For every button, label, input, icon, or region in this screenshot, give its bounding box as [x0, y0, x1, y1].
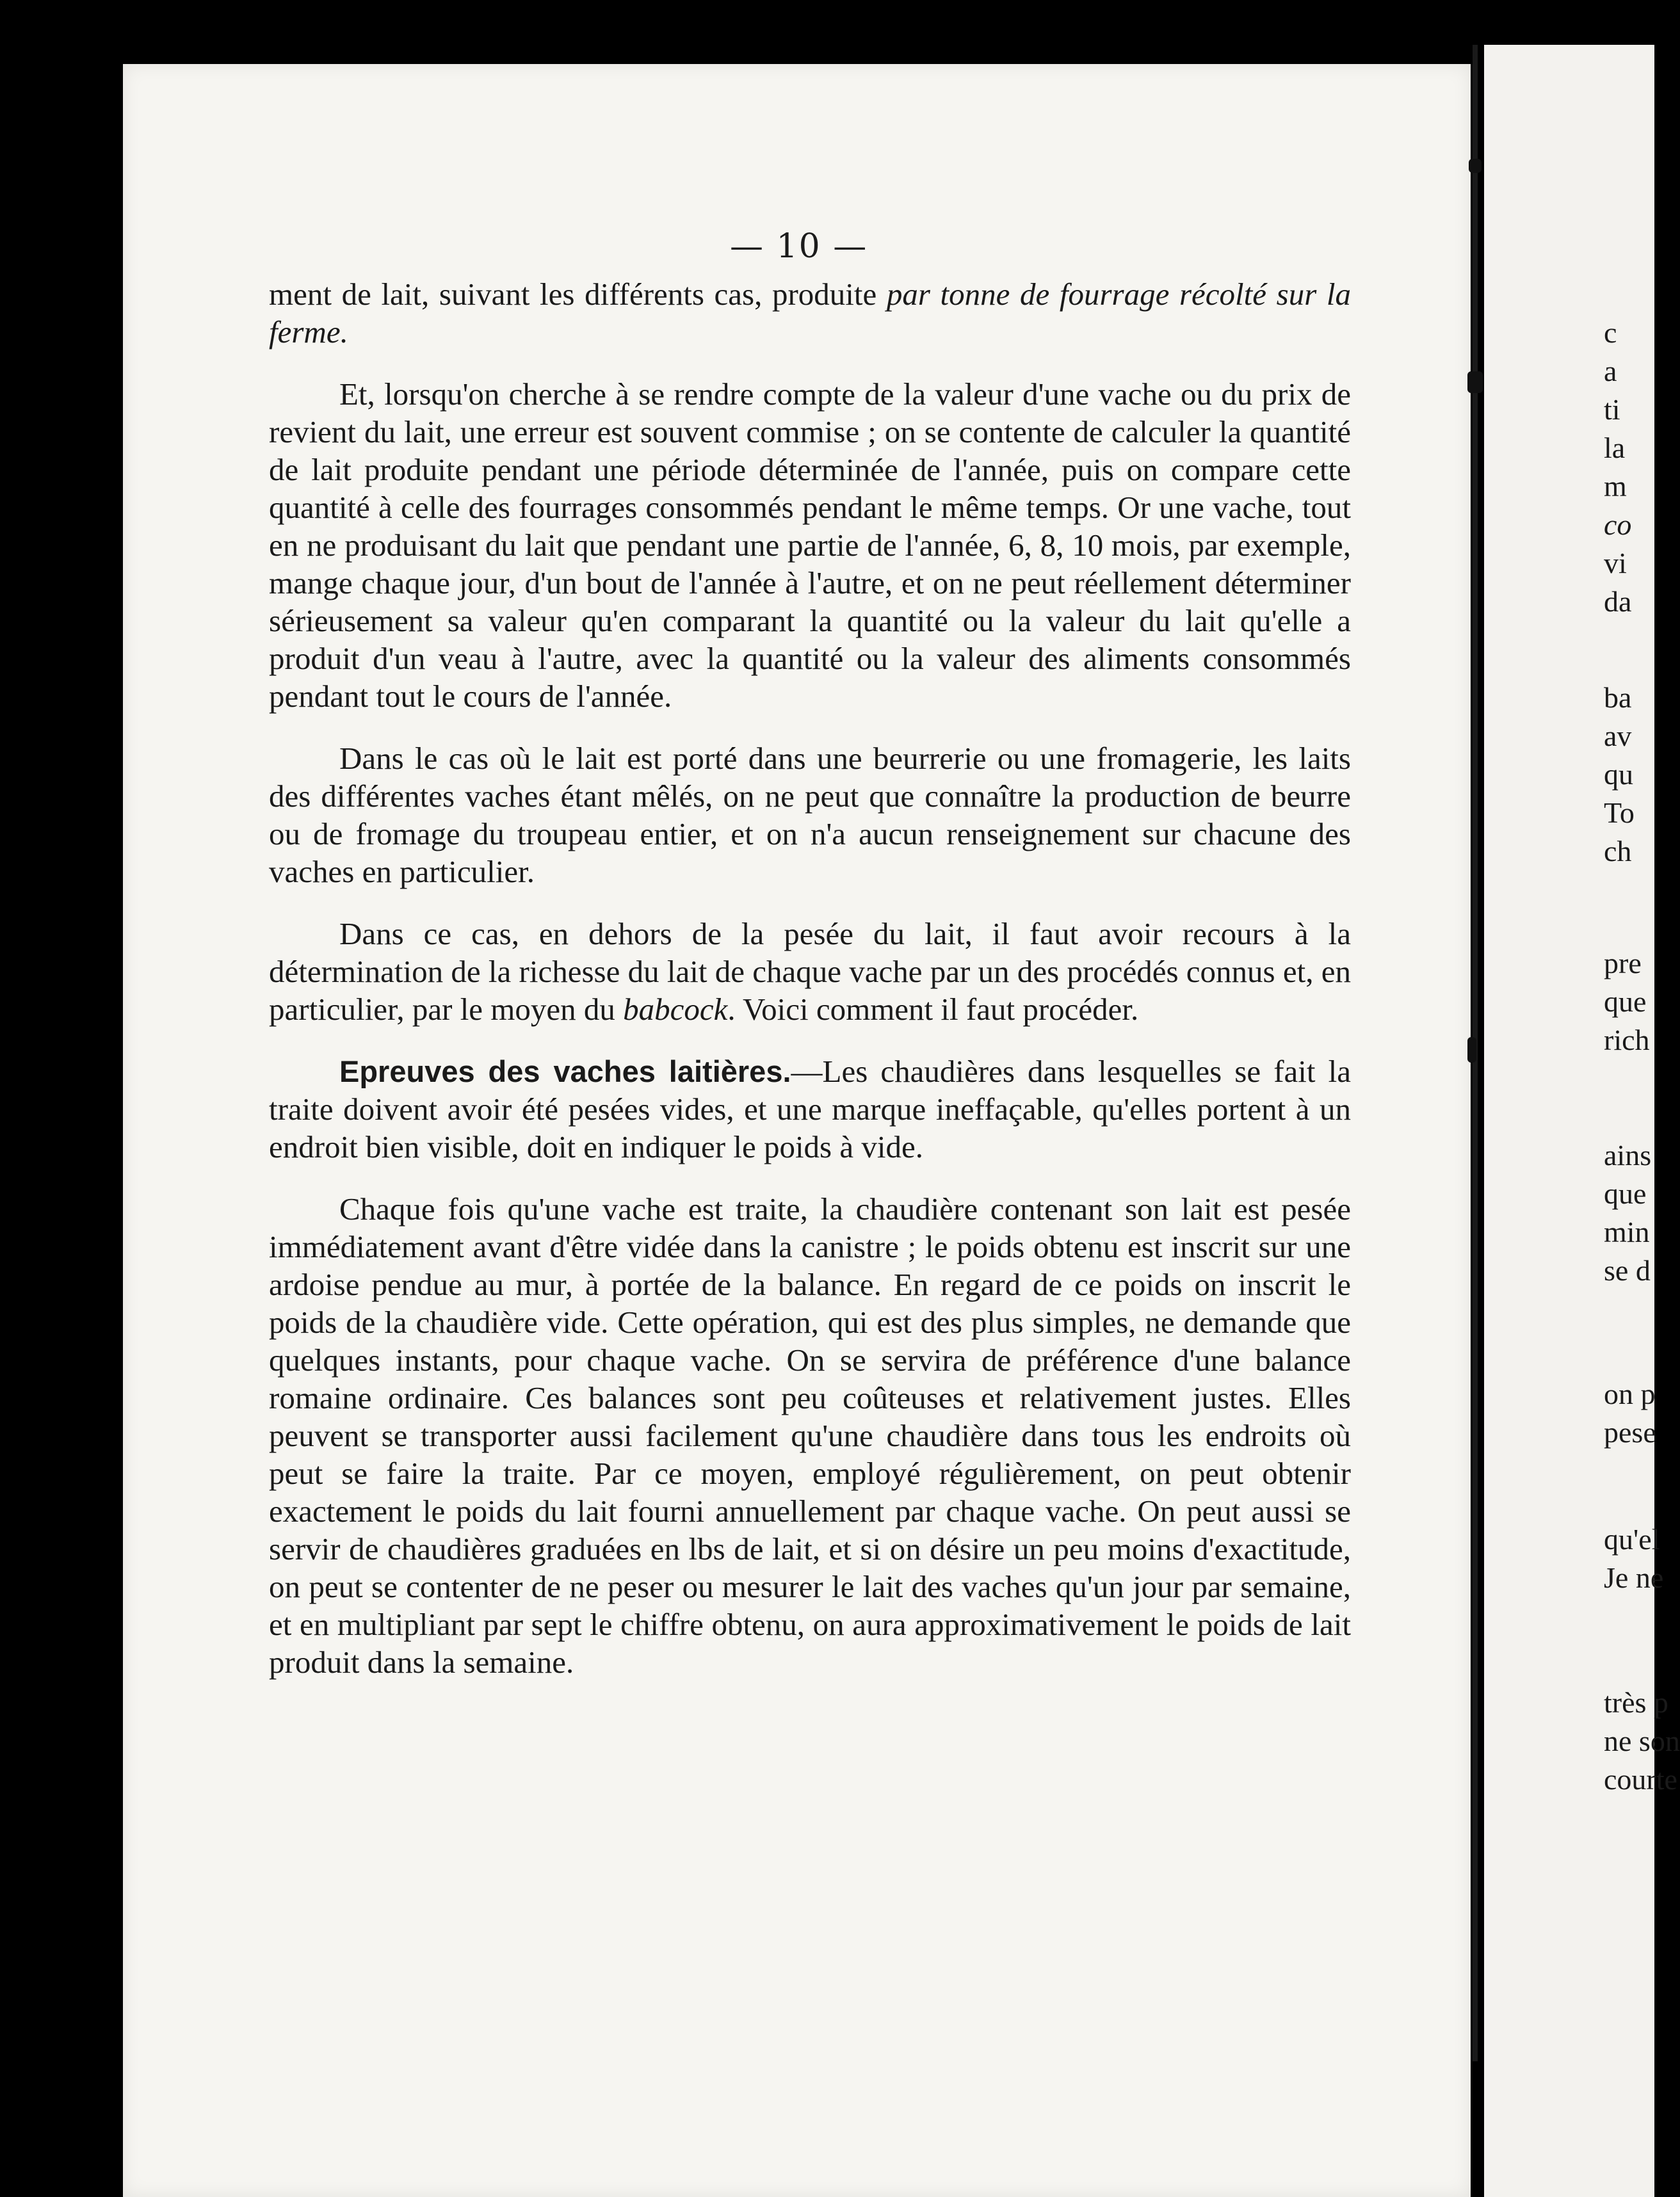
right-page-fragments-4 — [1604, 1136, 1654, 1290]
text-fragment: ch — [1604, 835, 1632, 867]
paragraph — [269, 375, 1351, 715]
binding-mark — [1467, 1037, 1476, 1063]
paragraph-text: ment de lait, suivant les différents cas, produite — [269, 277, 887, 312]
paragraph-text: Et, lorsqu'on cherche à se rendre compte de la valeur d'une vache ou du prix de revient du lait, une erreur est souvent commise ; on se contente de calculer la quantité de lait produite pendant une période déterminée de l'année, puis on compare cette quantité à celle des fourrages consommés pendant le même temps. Or une vache, tout en ne produisant du lait que pendant une partie de l'année, 6, 8, 10 mois, par exemple, mange chaque jour, d'un bout de l'année à l'autre, et on ne peut réellement déterminer sérieusement sa valeur qu'en comparant la quantité ou la valeur du lait qu'elle a produit d'un veau à l'autre, avec la quantité ou la valeur des aliments consommés pendant tout le cours de l'année. — [269, 376, 1351, 714]
text-fragment: pese — [1604, 1416, 1656, 1449]
text-fragment: très p — [1604, 1686, 1668, 1719]
text-fragment: ba — [1604, 681, 1632, 714]
body-text — [269, 275, 1351, 1681]
text-fragment: co — [1604, 508, 1632, 541]
paragraph-text: . Voici comment il faut procéder. — [727, 992, 1139, 1027]
text-fragment: ne son — [1604, 1725, 1680, 1757]
paragraph — [269, 739, 1351, 890]
right-page-fragments-6 — [1604, 1520, 1664, 1597]
text-fragment: courte — [1604, 1763, 1677, 1796]
page-number: — 10 — — [730, 227, 868, 266]
paragraph-text: —Les chaudières dans lesquelles se fait la traite doivent avoir été pesées vides, et une marque ineffaçable, qu'elles portent à un endroit bien visible, doit en indiquer le poids à vide. — [269, 1054, 1351, 1164]
paragraph — [269, 275, 1351, 351]
text-fragment: av — [1604, 720, 1632, 752]
binding-mark — [1467, 371, 1483, 393]
text-fragment: que — [1604, 1177, 1647, 1210]
text-fragment: vi — [1604, 547, 1627, 579]
text-fragment: la — [1604, 431, 1626, 464]
right-page-fragments-2 — [1604, 679, 1654, 871]
text-fragment: que — [1604, 985, 1647, 1018]
paragraph — [269, 1190, 1351, 1681]
text-fragment: min — [1604, 1216, 1650, 1248]
text-fragment: qu'el — [1604, 1523, 1660, 1556]
paragraph — [269, 1052, 1351, 1166]
text-fragment: ains — [1604, 1139, 1652, 1171]
right-page-fragments-7 — [1604, 1684, 1680, 1799]
right-page-fragments-5 — [1604, 1375, 1654, 1452]
italic-text: par tonne de fourrage récolté sur la ferme. — [269, 277, 1351, 350]
italic-text: babcock — [623, 992, 728, 1027]
text-fragment: Je ne — [1604, 1561, 1664, 1594]
text-fragment: To — [1604, 796, 1635, 829]
text-fragment: pre — [1604, 947, 1642, 979]
right-page-fragments-1 — [1604, 314, 1654, 621]
right-page-fragments-3 — [1604, 944, 1654, 1059]
text-fragment: m — [1604, 470, 1627, 503]
paragraph-text: Dans le cas où le lait est porté dans une beurrerie ou une fromagerie, les laits des différentes vaches étant mêlés, on ne peut que connaître la production de beurre ou de fromage du troupeau entier, et on n'a aucun renseignement sur chacune des vaches en particulier. — [269, 741, 1351, 889]
section-heading: Epreuves des vaches laitières. — [339, 1054, 791, 1088]
text-fragment: on p — [1604, 1378, 1656, 1410]
text-fragment: ti — [1604, 393, 1620, 426]
text-fragment: a — [1604, 355, 1617, 387]
paragraph-text: Dans ce cas, en dehors de la pesée du lait, il faut avoir recours à la détermination de la richesse du lait de chaque vache par un des procédés connus et, en particulier, par le moyen du — [269, 916, 1351, 1027]
text-fragment: c — [1604, 316, 1617, 349]
text-fragment: rich — [1604, 1024, 1650, 1056]
text-fragment: da — [1604, 585, 1632, 618]
paragraph-text: Chaque fois qu'une vache est traite, la chaudière contenant son lait est pesée immédiatement avant d'être vidée dans la canistre ; le poids obtenu est inscrit sur une ardoise pendue au mur, à portée de la balance. En regard de ce poids on inscrit le poids de la chaudière vide. Cette opération, qui est des plus simples, ne demande que quelques instants, pour chaque vache. On se servira de préférence d'une balance romaine ordinaire. Ces balances sont peu coûteuses et relativement justes. Elles peuvent se transporter aussi facilement qu'une chaudière dans tous les endroits où peut se faire la traite. Par ce moyen, employé régulièrement, on peut obtenir exactement le poids du lait fourni annuellement par chaque vache. On peut aussi se servir de chaudières graduées en lbs de lait, et si on désire un peu moins d'exactitude, on peut se contenter de ne peser ou mesurer le lait des vaches qu'un jour par semaine, et en multipliant par sept le chiffre obtenu, on aura approximativement le poids de lait produit dans la semaine. — [269, 1191, 1351, 1680]
text-fragment: se d — [1604, 1254, 1651, 1287]
binding-mark — [1469, 159, 1482, 173]
paragraph — [269, 915, 1351, 1028]
text-fragment: qu — [1604, 758, 1633, 791]
